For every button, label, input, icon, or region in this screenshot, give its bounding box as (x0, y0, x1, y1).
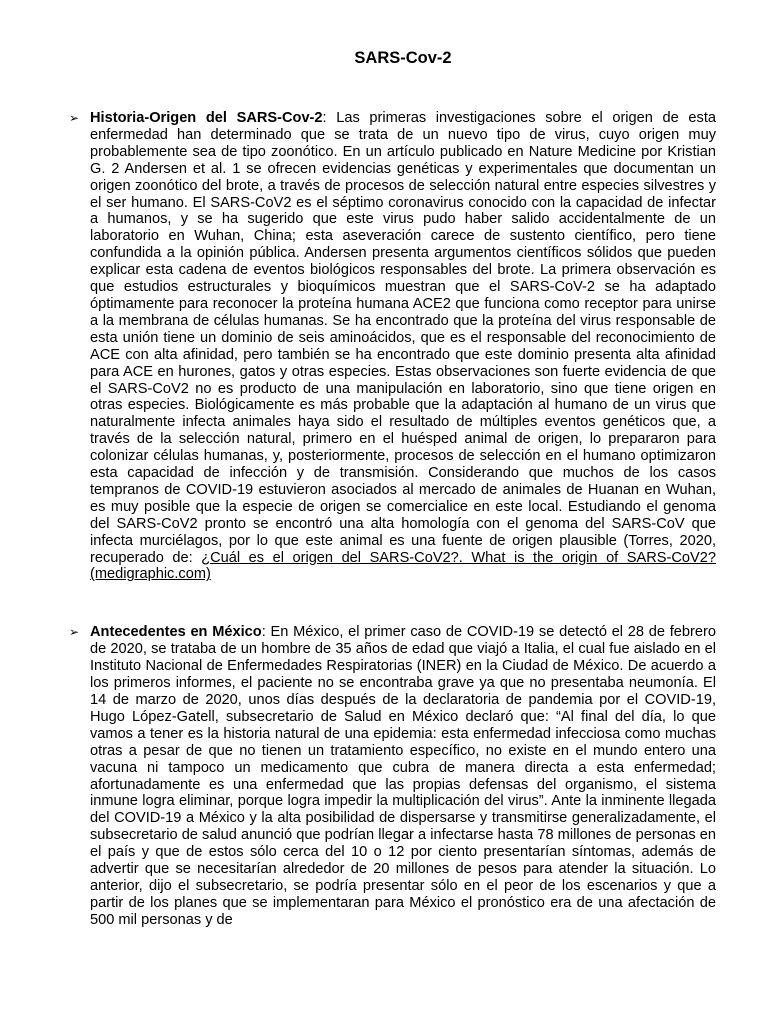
document-title: SARS-Cov-2 (354, 49, 452, 67)
arrow-bullet-icon: ➢ (69, 625, 80, 640)
section-mexico (69, 624, 716, 928)
section-origin (69, 110, 716, 583)
section-mexico-text: : En México, el primer caso de COVID-19 se detectó el 28 de febrero de 2020, se trataba de un hombre de 35 años de edad que viajó a Italia, el cual fue aislado en el Instituto Nacional de Enfermedades Respiratorias (INER) en la Ciudad de México. De acuerdo a los primeros informes, el paciente no se encontraba grave ya que no presentaba neumonía. El 14 de marzo de 2020, unos días después de la declaratoria de pandemia por el COVID-19, Hugo López-Gatell, subsecretario de Salud en México declaró que: “Al final del día, lo que vamos a tener es la historia natural de una epidemia: esta enfermedad infecciosa como muchas otras a pesar de que no tienen un tratamiento específico, no existe en el mundo entero una vacuna ni tampoco un medicamento que cubra de manera directa a esta enfermedad; afortunadamente es una enfermedad que las propias defensas del organismo, el sistema inmune logra eliminar, porque logra impedir la multiplicación del virus”. Ante la inminente llegada del COVID-19 a México y la alta posibilidad de dispersarse y transmitirse generalizadamente, el subsecretario de salud anunció que podrían llegar a infectarse hasta 78 millones de personas en el país y que de estos sólo cerca del 10 o 12 por ciento presentarían síntomas, además de advertir que se necesitarían alrededor de 20 millones de pesos para atender la situación. Lo anterior, dijo el subsecretario, se podría presentar sólo en el peor de los escenarios y que a partir de los planes que se implementaran para México el pronóstico era de una afectación de 500 mil personas y de (90, 624, 716, 928)
section-origin-text: : Las primeras investigaciones sobre el origen de esta enfermedad han determinado que se trata de un nuevo tipo de virus, cuyo origen muy probablemente sea de tipo zoonótico. En un artículo publicado en Nature Medicine por Kristian G. 2 Andersen et al. 1 se ofrecen evidencias genéticas y experimentales que documentan un origen zoonótico del brote, a través de procesos de selección natural entre especies silvestres y el ser humano. El SARS-CoV2 es el séptimo coronavirus conocido con la capacidad de infectar a humanos, y se ha sugerido que este virus pudo haber salido accidentalmente de un laboratorio en Wuhan, China; esta aseveración carece de sustento científico, pero tiene confundida a la opinión pública. Andersen presenta argumentos científicos sólidos que pueden explicar esta cadena de eventos biológicos responsables del brote. La primera observación es que estudios estructurales y bioquímicos muestran que el SARS-CoV-2 se ha adaptado óptimamente para reconocer la proteína humana ACE2 que funciona como receptor para unirse a la membrana de células humanas. Se ha encontrado que la proteína del virus responsable de esta unión tiene un dominio de seis aminoácidos, que es el responsable del reconocimiento de ACE con alta afinidad, pero también se ha encontrado que este dominio presenta alta afinidad para ACE en hurones, gatos y otras especies. Estas observaciones son fuerte evidencia de que el SARS-CoV2 no es producto de una manipulación en laboratorio, sino que tiene origen en otras especies. Biológicamente es más probable que la adaptación al humano de un virus que naturalmente infecta animales haya sido el resultado de múltiples eventos genéticos que, a través de la selección natural, primero en el huésped animal de origen, lo prepararon para colonizar células humanas, y, posteriormente, procesos de selección en el humano optimizaron esta capacidad de infección y de transmisión. Considerando que muchos de los casos tempranos de COVID-19 estuvieron asociados al mercado de animales de Huanan en Wuhan, es muy posible que la especie de origen se comercialice en este local. Estudiando el genoma del SARS-CoV2 pronto se encontró una alta homología con el genoma del SARS-CoV que infecta murciélagos, por lo que este animal es una fuente de origen plausible (Torres, 2020, recuperado de: (90, 110, 716, 566)
section-origin-term: Historia-Origen del SARS-Cov-2 (90, 110, 323, 126)
section-mexico-term: Antecedentes en México (90, 624, 262, 641)
arrow-bullet-icon: ➢ (69, 111, 80, 125)
section-origin-source-link[interactable]: ¿Cuál es el origen del SARS-CoV2?. What is the origin of SARS-CoV2? (medigraphic.com) (90, 549, 716, 583)
